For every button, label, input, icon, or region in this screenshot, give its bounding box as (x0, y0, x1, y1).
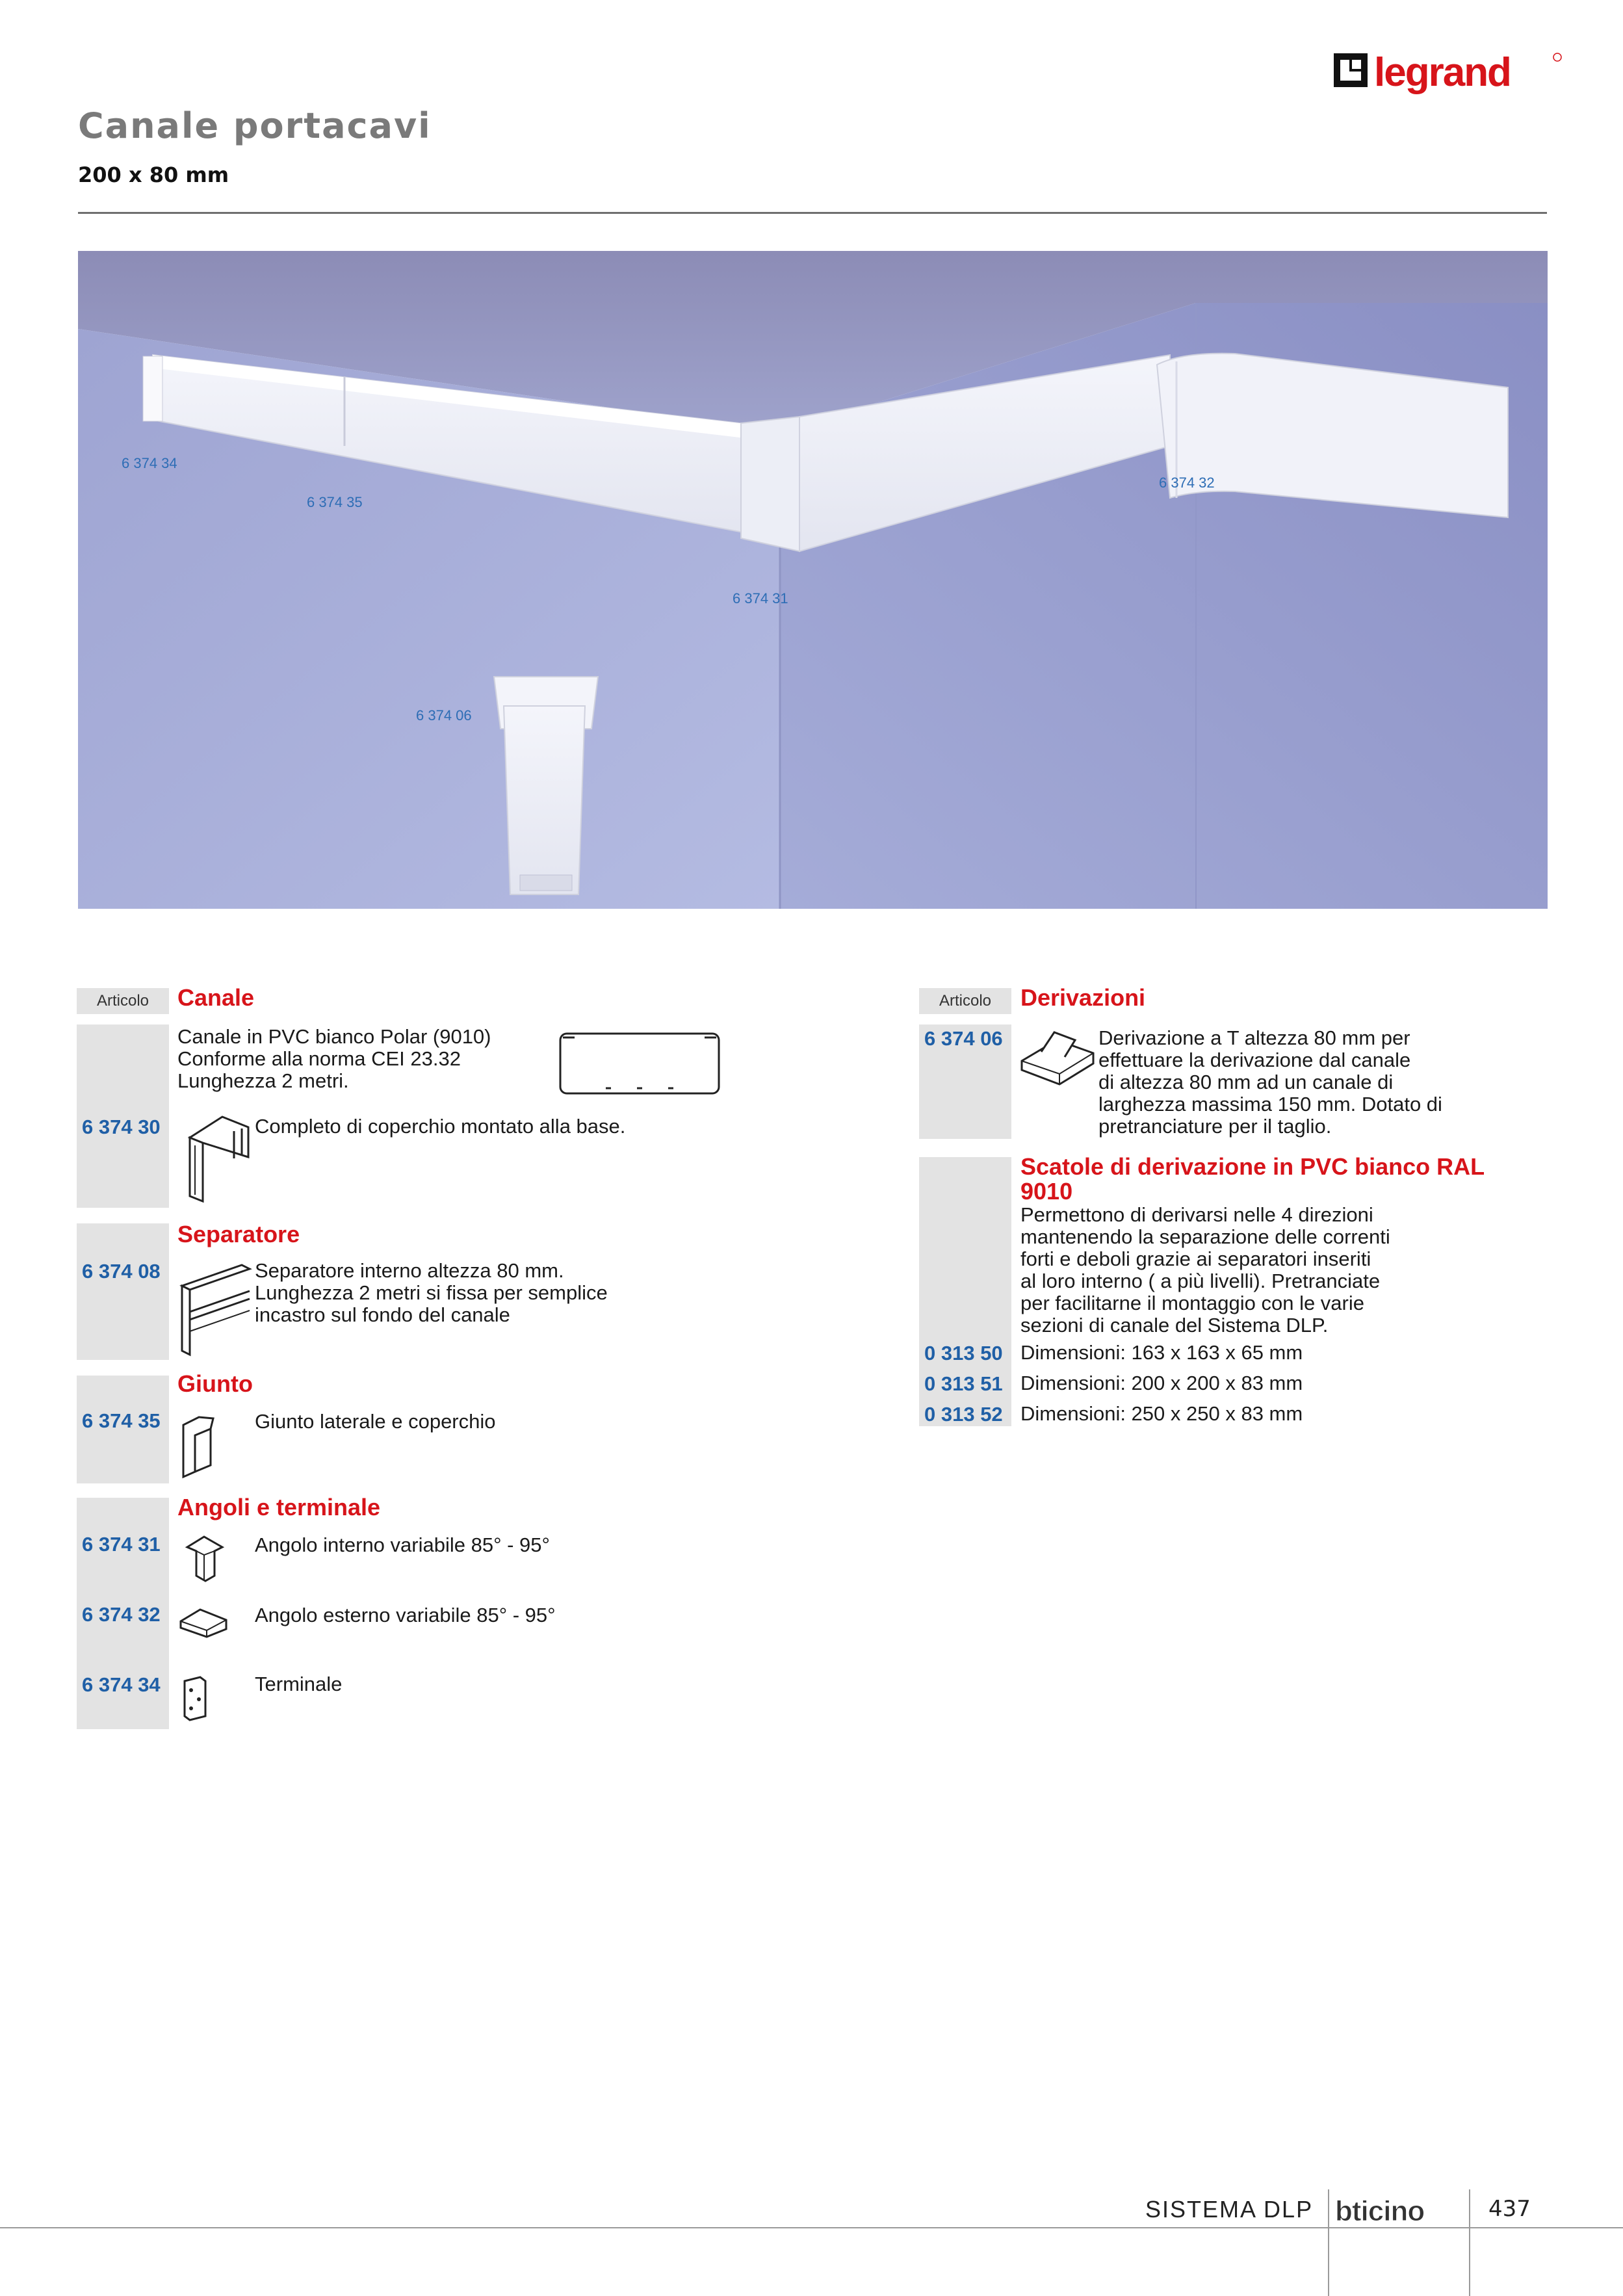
callout-label: 6 374 35 (307, 494, 363, 510)
article-description: Terminale (255, 1673, 343, 1695)
article-description: Separatore interno altezza 80 mm. (255, 1259, 564, 1282)
footer-divider (0, 2227, 1623, 2228)
callout-label: 6 374 34 (122, 455, 177, 471)
internal-corner-icon (182, 1533, 227, 1582)
channel-cross-section-icon (556, 1028, 723, 1099)
article-description: Lunghezza 2 metri si fissa per semplice (255, 1281, 608, 1304)
section-title-derivazioni: Derivazioni (1020, 984, 1146, 1011)
page-number: 437 (1488, 2196, 1531, 2222)
callout-label: 6 374 31 (733, 590, 788, 607)
callout-label: 6 374 06 (416, 707, 472, 724)
end-cap-icon (181, 1675, 209, 1721)
footer-system-name: SISTEMA DLP (1145, 2196, 1314, 2223)
bticino-logo (1334, 2196, 1464, 2224)
article-code: 6 374 08 (82, 1260, 161, 1283)
section-title-scatole: 9010 (1020, 1178, 1073, 1205)
article-description: Giunto laterale e coperchio (255, 1410, 496, 1433)
page-title: Canale portacavi (78, 105, 432, 146)
article-description: Dimensioni: 163 x 163 x 65 mm (1020, 1341, 1303, 1364)
scatole-description: al loro interno ( a più livelli). Pretranciate (1020, 1270, 1381, 1292)
article-code: 6 374 31 (82, 1533, 161, 1556)
section-title-canale: Canale (177, 984, 255, 1011)
article-description: di altezza 80 mm ad un canale di (1098, 1071, 1394, 1093)
article-column-header: Articolo (77, 988, 169, 1014)
canale-intro-line: Lunghezza 2 metri. (177, 1069, 349, 1092)
scatole-description: forti e deboli grazie ai separatori inseriti (1020, 1247, 1371, 1270)
scatole-description: per facilitarne il montaggio con le varie (1020, 1292, 1364, 1314)
article-code: 6 374 34 (82, 1673, 161, 1696)
article-code: 0 313 50 (924, 1342, 1003, 1364)
bticino-wordmark: bticino (1335, 2196, 1425, 2224)
footer-separator (1328, 2189, 1329, 2296)
article-description: incastro sul fondo del canale (255, 1303, 510, 1326)
article-column-header: Articolo (919, 988, 1011, 1014)
footer-separator (1469, 2189, 1470, 2296)
code-cell (77, 1223, 169, 1360)
scatole-description: mantenendo la separazione delle correnti (1020, 1225, 1390, 1248)
article-code: 0 313 51 (924, 1372, 1003, 1395)
t-branch-icon (1018, 1027, 1097, 1091)
legrand-wordmark: legrand (1374, 50, 1511, 95)
canale-intro-line: Conforme alla norma CEI 23.32 (177, 1047, 461, 1070)
external-corner-icon (177, 1604, 230, 1639)
article-code: 6 374 35 (82, 1409, 161, 1432)
page-subtitle: 200 x 80 mm (78, 163, 229, 187)
legrand-logo (1332, 47, 1566, 105)
article-description: larghezza massima 150 mm. Dotato di (1098, 1093, 1442, 1115)
scatole-description: sezioni di canale del Sistema DLP. (1020, 1314, 1329, 1337)
section-title-giunto: Giunto (177, 1370, 253, 1397)
article-code: 0 313 52 (924, 1403, 1003, 1426)
section-title-angoli: Angoli e terminale (177, 1494, 381, 1520)
divider (78, 212, 1547, 214)
separator-icon (177, 1260, 253, 1357)
section-title-scatole: Scatole di derivazione in PVC bianco RAL (1020, 1153, 1485, 1180)
article-code: 6 374 06 (924, 1027, 1003, 1050)
product-illustration (78, 251, 1548, 909)
article-description: Angolo interno variabile 85° - 95° (255, 1533, 550, 1556)
article-description: pretranciature per il taglio. (1098, 1115, 1332, 1138)
canale-intro-line: Canale in PVC bianco Polar (9010) (177, 1025, 491, 1048)
article-description: Dimensioni: 200 x 200 x 83 mm (1020, 1372, 1303, 1394)
scatole-description: Permettono di derivarsi nelle 4 direzioni (1020, 1203, 1373, 1226)
section-title-separatore: Separatore (177, 1221, 300, 1247)
article-code: 6 374 32 (82, 1603, 161, 1626)
article-description: Derivazione a T altezza 80 mm per (1098, 1026, 1410, 1049)
article-description: Dimensioni: 250 x 250 x 83 mm (1020, 1402, 1303, 1425)
joint-icon (177, 1412, 220, 1480)
article-code: 6 374 30 (82, 1115, 161, 1138)
callout-label: 6 374 32 (1159, 475, 1215, 491)
article-description: effettuare la derivazione dal canale (1098, 1049, 1411, 1071)
article-description: Angolo esterno variabile 85° - 95° (255, 1604, 556, 1626)
article-description: Completo di coperchio montato alla base. (255, 1115, 626, 1138)
channel-icon (177, 1112, 253, 1203)
